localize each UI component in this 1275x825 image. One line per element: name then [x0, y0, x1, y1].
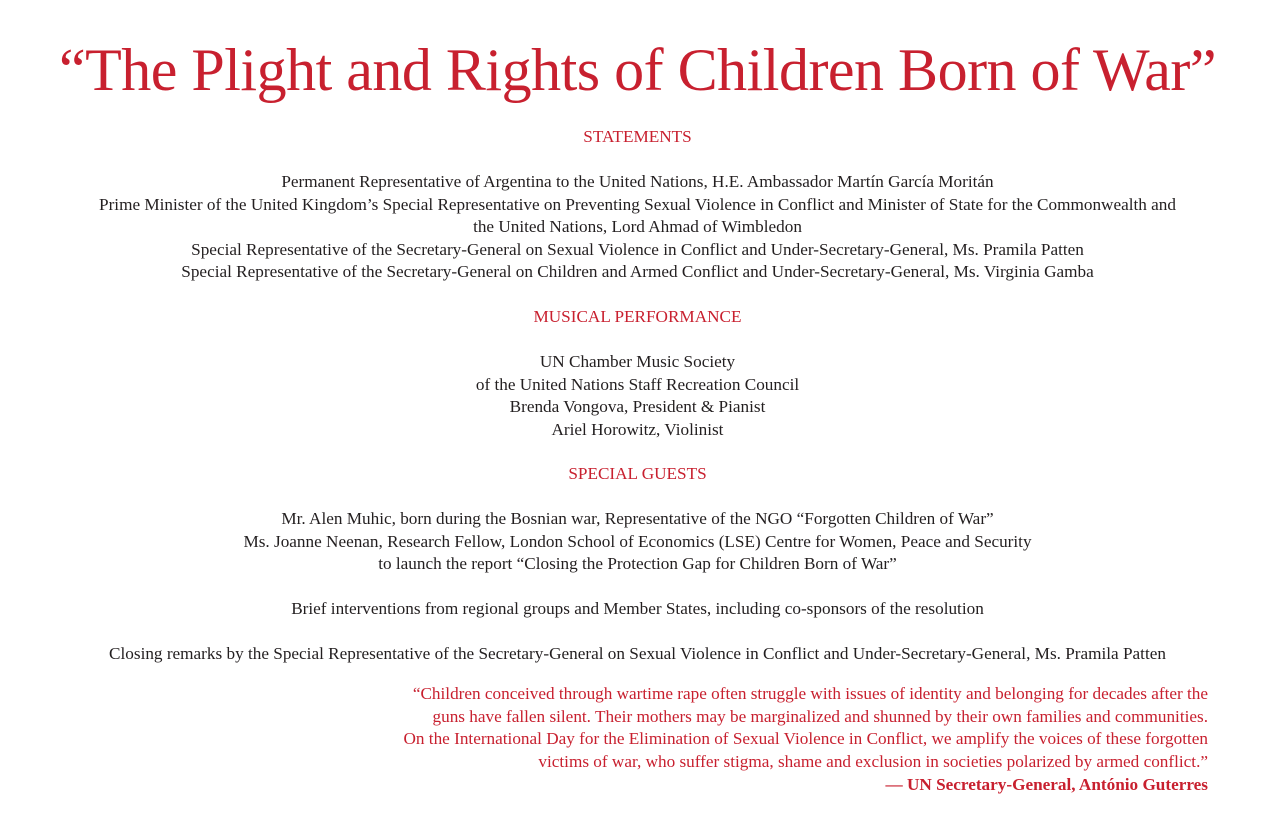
closing-line: Closing remarks by the Special Representative of the Secretary-General on Sexual Violence in Conflict and Under-Secretary-General, Ms. Pramila Patten: [109, 644, 1166, 663]
page-title: “The Plight and Rights of Children Born of War”: [58, 37, 1217, 103]
guest-line: Mr. Alen Muhic, born during the Bosnian war, Representative of the NGO “Forgotten Children of War”: [281, 509, 994, 528]
musical-line: Brenda Vongova, President & Pianist: [509, 397, 766, 416]
guest-line: Ms. Joanne Neenan, Research Fellow, London School of Economics (LSE) Centre for Women, Peace and Security: [243, 531, 1032, 551]
quote-line: On the International Day for the Elimination of Sexual Violence in Conflict, we amplify the voices of these forgotten: [403, 729, 1208, 749]
quote-line: “Children conceived through wartime rape often struggle with issues of identity and belonging for decades after the: [412, 684, 1208, 703]
statement-line: Special Representative of the Secretary-General on Sexual Violence in Conflict and Under-Secretary-General, Ms. Pramila Patten: [191, 239, 1084, 259]
statement-line: Prime Minister of the United Kingdom’s Special Representative on Preventing Sexual Violence in Conflict and Minister of State for the Commonwealth and: [99, 194, 1176, 214]
musical-line: UN Chamber Music Society: [539, 352, 736, 371]
quote-attribution: — UN Secretary-General, António Guterres: [885, 774, 1208, 794]
statements-heading: STATEMENTS: [583, 127, 692, 146]
statement-line: the United Nations, Lord Ahmad of Wimbledon: [473, 217, 802, 236]
quote-line: victims of war, who suffer stigma, shame and exclusion in societies polarized by armed conflict.”: [538, 752, 1208, 772]
statements-section: [40, 126, 1235, 284]
closing-text: [0, 643, 1275, 666]
musical-heading: MUSICAL PERFORMANCE: [533, 307, 742, 326]
quote-block: [328, 683, 1208, 797]
statement-line: Special Representative of the Secretary-General on Children and Armed Conflict and Under-Secretary-General, Ms. Virginia Gamba: [181, 262, 1094, 281]
quote-line: guns have fallen silent. Their mothers may be marginalized and shunned by their own families and communities.: [432, 706, 1208, 726]
interventions-text: [40, 598, 1235, 621]
guests-heading: SPECIAL GUESTS: [568, 464, 707, 483]
statement-line: Permanent Representative of Argentina to the United Nations, H.E. Ambassador Martín García Moritán: [281, 172, 994, 191]
guests-section: [40, 463, 1235, 576]
guest-line: to launch the report “Closing the Protection Gap for Children Born of War”: [378, 554, 897, 573]
musical-section: [40, 306, 1235, 441]
musical-line: of the United Nations Staff Recreation Council: [475, 374, 800, 394]
musical-line: Ariel Horowitz, Violinist: [551, 419, 724, 439]
interventions-line: Brief interventions from regional groups and Member States, including co-sponsors of the resolution: [291, 599, 984, 618]
